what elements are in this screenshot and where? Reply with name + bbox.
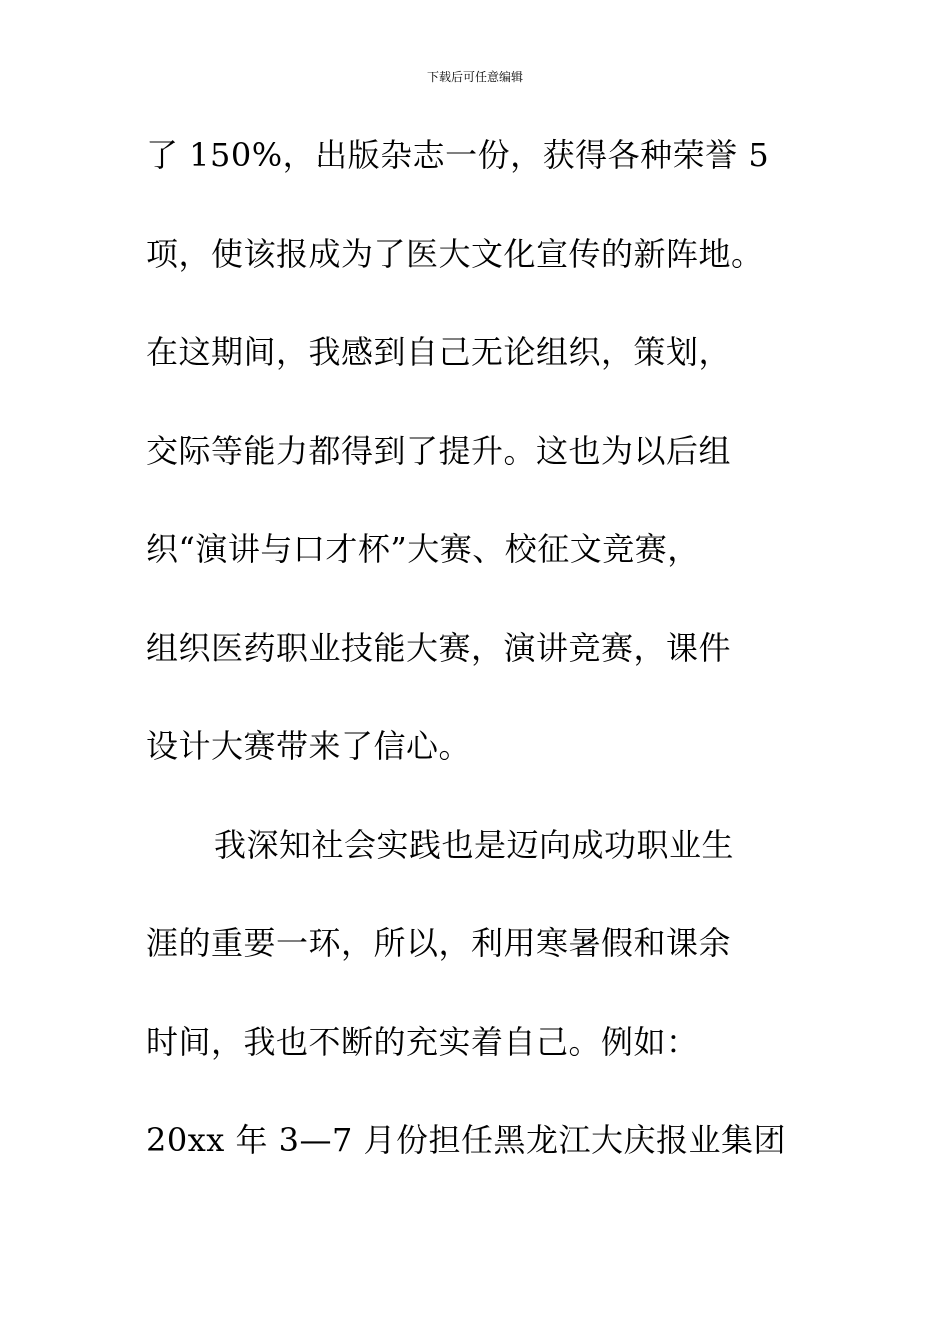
text-line: 交际等能力都得到了提升。这也为以后组 [146,431,732,470]
text-line: 组织医药职业技能大赛，演讲竞赛，课件 [146,628,732,667]
paragraph-first-line: 我深知社会实践也是迈向成功职业生 [214,825,735,864]
text-line: 时间，我也不断的充实着自己。例如： [146,1022,699,1061]
text-line: 项，使该报成为了医大文化宣传的新阵地。 [146,234,764,273]
text-line: 织“演讲与口才杯”大赛、校征文竞赛， [146,530,700,568]
text-line: 设计大赛带来了信心。 [146,727,472,765]
page-header-note: 下载后可任意编辑 [426,70,523,84]
text-line: 在这期间，我感到自己无论组织，策划， [146,333,732,371]
text-line: 20xx 年 3—7 月份担任黑龙江大庆报业集团 [146,1121,787,1159]
text-line: 涯的重要一环，所以，利用寒暑假和课余 [146,924,732,962]
text-line: 了 150%，出版杂志一份，获得各种荣誉 5 [146,136,770,174]
document-body [146,128,826,1212]
